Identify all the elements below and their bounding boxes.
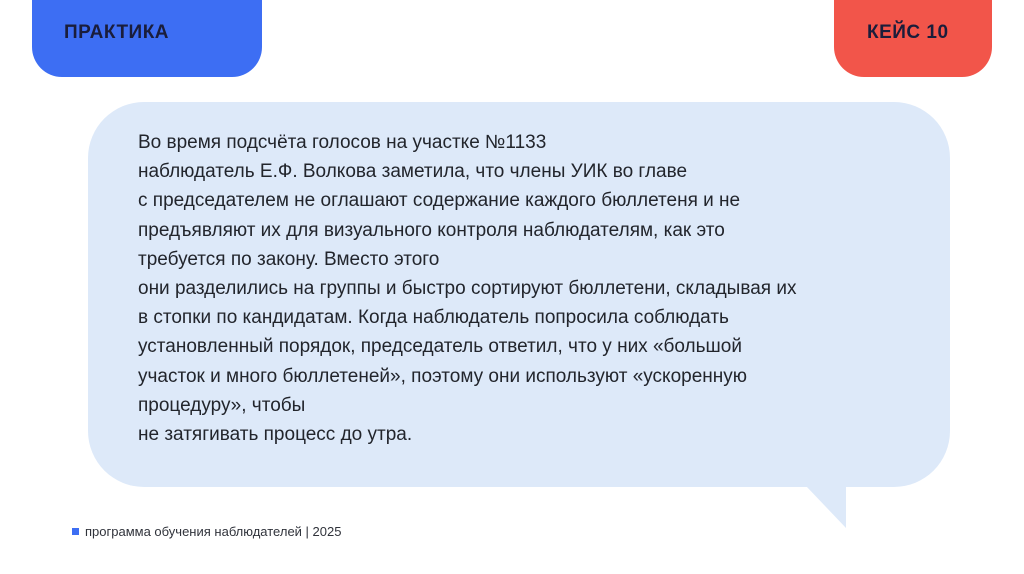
case-line: процедуру», чтобы [138, 394, 306, 416]
case-line: не затягивать процесс до утра. [138, 424, 413, 446]
case-line: предъявляют их для визуального контроля наблюдателям, как это [138, 219, 725, 241]
case-tag-label: КЕЙС 10 [867, 22, 949, 43]
case-description [138, 128, 928, 449]
case-line: Во время подсчёта голосов на участке №1133 [138, 132, 547, 153]
case-line: требуется по закону. Вместо этого [138, 248, 440, 270]
footer [72, 524, 341, 539]
speech-bubble-tail [806, 486, 846, 528]
footer-text: программа обучения наблюдателей | 2025 [85, 524, 342, 539]
case-line: наблюдатель Е.Ф. Волкова заметила, что члены УИК во главе [138, 161, 688, 183]
case-line: участок и много бюллетеней», поэтому они используют «ускоренную [138, 365, 748, 387]
footer-bullet-icon [72, 528, 79, 535]
case-line: они разделились на группы и быстро сортируют бюллетени, складывая их [138, 278, 797, 300]
case-line: в стопки по кандидатам. Когда наблюдатель попросила соблюдать [138, 307, 729, 329]
practice-tag-label: ПРАКТИКА [64, 22, 170, 43]
case-line: установленный порядок, председатель ответил, что у них «большой [138, 336, 742, 358]
case-line: с председателем не оглашают содержание каждого бюллетеня и не [138, 190, 741, 212]
